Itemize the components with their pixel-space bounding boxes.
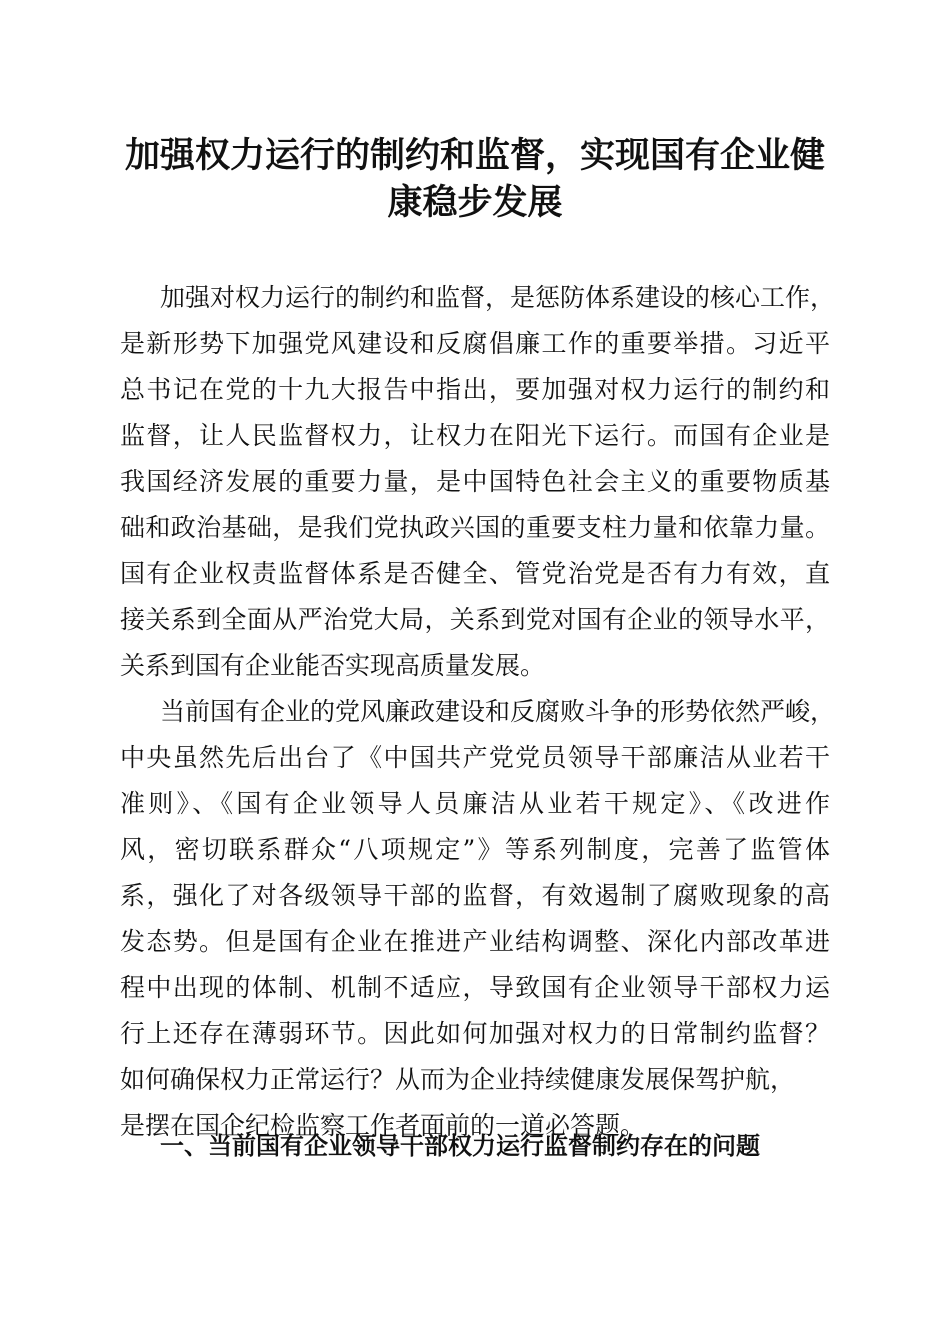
paragraph-line: 当前国有企业的党风廉政建设和反腐败斗争的形势依然严峻， — [160, 697, 836, 726]
paragraph-line: 关系到国有企业能否实现高质量发展。 — [120, 651, 546, 680]
paragraph-line: 我国经济发展的重要力量，是中国特色社会主义的重要物质基 — [120, 467, 830, 496]
paragraph-line: 国有企业权责监督体系是否健全、管党治党是否有力有效，直 — [120, 559, 830, 588]
paragraph-line: 是摆在国企纪检监察工作者面前的一道必答题。 — [120, 1111, 646, 1140]
paragraph-line: 发态势。但是国有企业在推进产业结构调整、深化内部改革进 — [120, 927, 830, 956]
title-line-2: 康稳步发展 — [387, 182, 563, 223]
paragraph-line: 总书记在党的十九大报告中指出，要加强对权力运行的制约和 — [120, 375, 830, 404]
document-body — [120, 275, 836, 1149]
paragraph-line: 系，强化了对各级领导干部的监督，有效遏制了腐败现象的高 — [120, 881, 830, 910]
paragraph-line: 接关系到全面从严治党大局，关系到党对国有企业的领导水平， — [120, 605, 830, 634]
paragraph-line: 监督，让人民监督权力，让权力在阳光下运行。而国有企业是 — [120, 421, 830, 450]
paragraph-2 — [120, 689, 836, 1149]
paragraph-line: 行上还存在薄弱环节。因此如何加强对权力的日常制约监督？ — [120, 1019, 830, 1048]
paragraph-line: 风，密切联系群众“八项规定”》等系列制度，完善了监管体 — [120, 835, 830, 864]
paragraph-1 — [120, 275, 836, 689]
paragraph-line: 是新形势下加强党风建设和反腐倡廉工作的重要举措。习近平 — [120, 329, 830, 358]
title-line-1: 加强权力运行的制约和监督，实现国有企业健 — [124, 135, 825, 176]
paragraph-line: 准则》、《国有企业领导人员廉洁从业若干规定》、《改进作 — [120, 789, 830, 818]
paragraph-line: 础和政治基础，是我们党执政兴国的重要支柱力量和依靠力量。 — [120, 513, 830, 542]
section-heading: 一、当前国有企业领导干部权力运行监督制约存在的问题 — [160, 1132, 760, 1160]
paragraph-line: 程中出现的体制、机制不适应，导致国有企业领导干部权力运 — [120, 973, 830, 1002]
paragraph-line: 如何确保权力正常运行？从而为企业持续健康发展保驾护航， — [120, 1065, 796, 1094]
document-title — [110, 132, 840, 226]
paragraph-line: 加强对权力运行的制约和监督，是惩防体系建设的核心工作， — [160, 283, 836, 312]
paragraph-line: 中央虽然先后出台了《中国共产党党员领导干部廉洁从业若干 — [120, 743, 830, 772]
